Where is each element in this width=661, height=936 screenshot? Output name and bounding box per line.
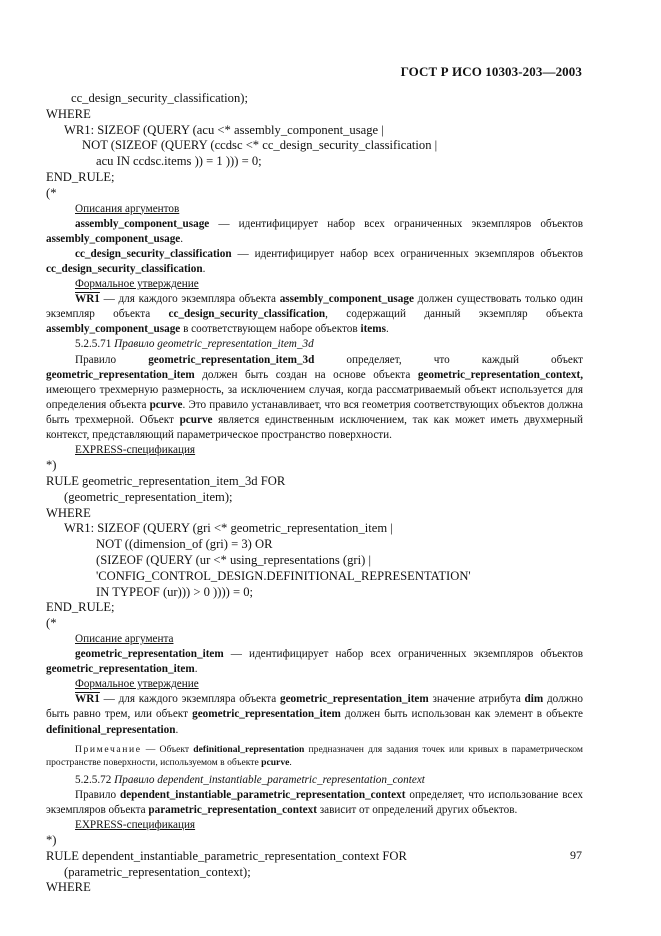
code-line: RULE dependent_instantiable_parametric_representation_context FOR bbox=[46, 848, 407, 863]
code-line: WHERE bbox=[46, 880, 91, 895]
code-line: RULE geometric_representation_item_3d FOR bbox=[46, 473, 286, 488]
code-line: WHERE bbox=[46, 106, 91, 121]
section-paragraph: Правило dependent_instantiable_parametric_representation_context определяет, что использование всех экземпляров объекта parametric_representation_context зависит от определений других объектов. bbox=[46, 788, 583, 816]
code-line: (* bbox=[46, 616, 57, 631]
arguments-heading: Описания аргументов bbox=[75, 202, 180, 215]
code-line: WHERE bbox=[46, 505, 91, 520]
argument-description: cc_design_security_classification — идентифицирует набор всех ограниченных экземпляров объектов cc_design_security_classification. bbox=[46, 247, 583, 275]
section-heading: 5.2.5.72 Правило dependent_instantiable_parametric_representation_context bbox=[75, 773, 425, 786]
code-line: (* bbox=[46, 185, 57, 200]
note-paragraph: Примечание — Объект definitional_representation предназначен для задания точек или кривых в параметрическом пространстве поверхности, используемом в объекте pcurve. bbox=[46, 743, 583, 768]
argument-description: geometric_representation_item — идентифицирует набор всех ограниченных экземпляров объектов geometric_representation_item. bbox=[46, 648, 583, 676]
code-line: acu IN ccdsc.items )) = 1 ))) = 0; bbox=[96, 154, 262, 169]
code-line: (geometric_representation_item); bbox=[64, 489, 233, 504]
formal-heading: Формальное утверждение bbox=[75, 278, 199, 291]
page-content bbox=[46, 91, 583, 896]
code-line: END_RULE; bbox=[46, 169, 115, 184]
code-line: WR1: SIZEOF (QUERY (acu <* assembly_component_usage | bbox=[64, 122, 384, 137]
argument-heading: Описание аргумента bbox=[75, 632, 174, 645]
code-line: IN TYPEOF (ur))) > 0 )))) = 0; bbox=[96, 584, 254, 599]
code-line: NOT ((dimension_of (gri) = 3) OR bbox=[96, 537, 273, 552]
code-line: (parametric_representation_context); bbox=[64, 864, 251, 879]
formal-statement: WR1 — для каждого экземпляра объекта geometric_representation_item значение атрибута dim должно быть равно трем, или объект geometric_representation_item должен быть использован как элемент в объекте definitional_representation. bbox=[46, 693, 583, 736]
express-heading: EXPRESS-спецификация bbox=[75, 444, 196, 457]
express-heading: EXPRESS-спецификация bbox=[75, 818, 196, 831]
code-line: END_RULE; bbox=[46, 600, 115, 615]
code-line: 'CONFIG_CONTROL_DESIGN.DEFINITIONAL_REPRESENTATION' bbox=[96, 568, 471, 583]
code-line: *) bbox=[46, 458, 57, 473]
code-line: *) bbox=[46, 832, 57, 847]
code-line: WR1: SIZEOF (QUERY (gri <* geometric_representation_item | bbox=[64, 521, 393, 536]
code-line: NOT (SIZEOF (QUERY (ccdsc <* cc_design_security_classification | bbox=[82, 138, 438, 153]
code-line: cc_design_security_classification); bbox=[71, 91, 248, 105]
argument-description: assembly_component_usage — идентифицирует набор всех ограниченных экземпляров объектов assembly_component_usage. bbox=[46, 217, 583, 245]
formal-statement: WR1 — для каждого экземпляра объекта assembly_component_usage должен существовать только один экземпляр объекта cc_design_security_classification, содержащий данный экземпляр объекта assembly_component_usage в соответствующем наборе объектов items. bbox=[46, 293, 583, 336]
formal-heading: Формальное утверждение bbox=[75, 678, 199, 691]
section-heading: 5.2.5.71 Правило geometric_representation_item_3d bbox=[75, 338, 314, 351]
page-header: ГОСТ Р ИСО 10303-203—2003 bbox=[400, 64, 582, 79]
page-number: 97 bbox=[570, 848, 582, 862]
code-line: (SIZEOF (QUERY (ur <* using_representations (gri) | bbox=[96, 552, 371, 567]
section-paragraph: Правило geometric_representation_item_3d определяет, что каждый объект geometric_representation_item должен быть создан на основе объекта geometric_representation_context, имеющего трехмерную размерность, за исключением случая, когда рассматриваемый объект используется для определения объекта pcurve. Это правило устанавливает, что вся геометрия соответствующих объектов должна быть трехмерной. Объект pcurve является единственным исключением, так как может иметь двухмерный контекст, представляющий параметрическое пространство поверхности. bbox=[46, 353, 583, 441]
